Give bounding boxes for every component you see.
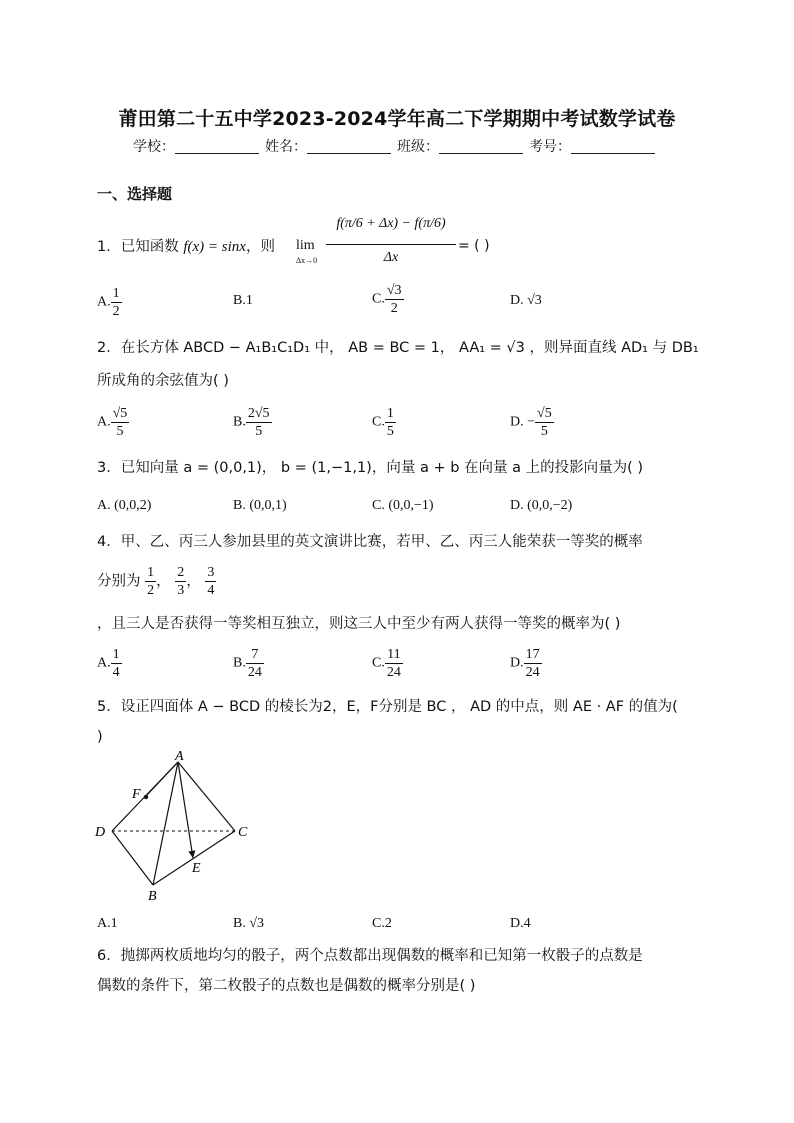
school-blank [175, 139, 259, 154]
q4-option-d-frac [524, 646, 542, 681]
label-d: D [95, 825, 106, 840]
label-c: C [238, 825, 248, 840]
frac-den: 5 [116, 424, 124, 439]
frac-den: 5 [255, 424, 263, 439]
q4-option-d[interactable] [510, 646, 542, 681]
q1-lim: lim [296, 238, 315, 253]
q4-option-a-label: A. [97, 655, 111, 671]
q1-function: f(x) = sinx [183, 239, 246, 255]
q4-option-d-label: D. [510, 655, 524, 671]
q1-option-a-frac [111, 285, 122, 320]
q1-option-d-label: D. [510, 293, 524, 308]
section-title: 一、选择题 [97, 185, 173, 203]
q4-option-b[interactable] [233, 646, 264, 681]
q5-number: 5． [97, 699, 121, 715]
frac-num: √3 [386, 283, 402, 298]
frac-num: 1 [147, 565, 155, 580]
vector-ae [178, 762, 193, 858]
q5-option-b[interactable] [233, 916, 264, 932]
q2-option-d[interactable] [510, 405, 554, 440]
q3-option-d[interactable]: D. (0,0,−2) [510, 498, 573, 513]
q4-option-c-label: C. [372, 655, 385, 671]
q2-option-a-frac [111, 405, 130, 440]
q1-text: 已知函数 [120, 239, 179, 255]
q1-option-d-value: √3 [527, 293, 542, 308]
question-5-line2: ) [97, 729, 103, 745]
q4-option-b-frac [246, 646, 264, 681]
frac-den: 3 [177, 583, 185, 598]
q4-option-c-frac [385, 646, 403, 681]
q2-number: 2． [97, 340, 121, 356]
frac-num: 17 [525, 647, 540, 662]
q1-option-d[interactable] [510, 293, 542, 309]
q1-lim-sub: Δx→0 [296, 256, 318, 265]
class-label: 班级： [397, 139, 439, 155]
q3-text: 已知向量 a = (0,0,1)， b = (1,−1,1)，向量 a + b 在向量 a 上的投影向量为( ) [120, 460, 644, 476]
frac-num: 3 [207, 565, 215, 580]
name-blank [307, 139, 391, 154]
question-6-line1 [97, 946, 643, 966]
frac-num: √5 [112, 406, 128, 421]
q2-option-a-label: A. [97, 414, 111, 430]
q3-number: 3． [97, 460, 121, 476]
question-1 [97, 237, 275, 257]
edge-db [112, 831, 153, 885]
frac-num: 7 [246, 646, 264, 664]
q1-option-b[interactable]: B.1 [233, 293, 253, 308]
q4-option-a-frac [111, 646, 122, 681]
question-5-line1 [97, 697, 678, 717]
q4-option-a[interactable] [97, 646, 122, 681]
edge-cb [153, 831, 235, 885]
q2-option-c-label: C. [372, 414, 385, 430]
label-e: E [192, 861, 201, 876]
q4-option-c[interactable] [372, 646, 403, 681]
frac-den: 4 [112, 665, 120, 680]
q1-option-a[interactable] [97, 285, 122, 320]
frac-num: 11 [385, 646, 403, 664]
q5-option-d[interactable]: D.4 [510, 916, 531, 931]
frac-den: 24 [247, 665, 262, 680]
q4-frac-2 [175, 564, 186, 599]
q4-number: 4． [97, 534, 121, 550]
frac-den: 24 [386, 665, 401, 680]
frac-num: 2 [177, 565, 185, 580]
school-label: 学校： [133, 139, 175, 155]
q2-option-a[interactable] [97, 405, 129, 440]
q2-text: 在长方体 ABCD − A₁B₁C₁D₁ 中， AB = BC = 1， AA₁ = √3 ，则异面直线 AD₁ 与 DB₁ [120, 340, 699, 356]
frac-num: 1 [386, 406, 394, 421]
question-4-line3: ，且三人是否获得一等奖相互独立，则这三人中至少有两人获得一等奖的概率为( ) [97, 616, 621, 632]
edge-ab [153, 762, 178, 885]
q1-number: 1． [97, 239, 121, 255]
frac-num: 1 [112, 286, 120, 301]
label-a: A [175, 750, 184, 764]
q4-option-b-label: B. [233, 655, 246, 671]
q2-option-c[interactable] [372, 405, 396, 440]
q2-option-d-frac [535, 405, 554, 440]
q4-frac-3 [205, 564, 216, 599]
id-blank [571, 139, 655, 154]
q1-fraction-bar [326, 244, 456, 245]
q1-option-c[interactable] [372, 282, 404, 317]
frac-den: 2 [147, 583, 155, 598]
q1-option-a-label: A. [97, 294, 111, 310]
frac-num: 2√5 [247, 406, 270, 421]
question-2-line2: 所成角的余弦值为( ) [97, 373, 229, 389]
q5-option-c[interactable]: C.2 [372, 916, 392, 931]
q2-option-b-label: B. [233, 414, 246, 430]
frac-num: √5 [537, 406, 552, 421]
question-3 [97, 458, 643, 478]
name-label: 姓名： [265, 139, 307, 155]
q1-tail: = ( ) [458, 238, 490, 254]
frac-den: 4 [207, 583, 215, 598]
q5-option-b-value: √3 [249, 916, 265, 931]
q4-prefix: 分别为 [97, 573, 141, 590]
q5-text: 设正四面体 A − BCD 的棱长为2，E，F分别是 BC ， AD 的中点，则 AE · AF 的值为( [120, 699, 678, 715]
q1-text-b: ，则 [245, 239, 275, 255]
q3-option-c[interactable]: C. (0,0,−1) [372, 498, 434, 513]
id-label: 考号： [529, 139, 571, 155]
question-6-line2: 偶数的条件下，第二枚骰子的点数也是偶数的概率分别是( ) [97, 978, 476, 994]
q2-option-d-label: D. − [510, 414, 536, 430]
class-blank [439, 139, 523, 154]
student-info-line [0, 136, 794, 156]
q3-option-b[interactable]: B. (0,0,1) [233, 498, 287, 513]
q4-frac-1 [145, 564, 156, 599]
q1-option-c-frac [385, 282, 404, 317]
q5-option-a[interactable]: A.1 [97, 916, 118, 931]
q6-text: 抛掷两枚质地均匀的骰子，两个点数都出现偶数的概率和已知第一枚骰子的点数是 [120, 948, 643, 964]
q2-option-c-frac [385, 405, 396, 440]
point-f [144, 795, 148, 799]
q4-text: 甲、乙、丙三人参加县里的英文演讲比赛，若甲、乙、丙三人能荣获一等奖的概率 [120, 534, 643, 550]
label-f: F [132, 787, 141, 802]
vector-af [147, 762, 178, 795]
edge-ac [178, 762, 235, 831]
tetrahedron-figure [90, 750, 260, 910]
frac-den: 24 [525, 665, 540, 680]
frac-den: 5 [386, 424, 394, 439]
question-2-line1 [97, 338, 699, 358]
q5-option-b-label: B. [233, 916, 246, 931]
frac-den: 2 [390, 301, 398, 316]
frac-num: 1 [112, 647, 120, 662]
question-4-line2: 分别为 $\frac{1}{2}$ ， $\frac{2}{3}$ ， $\frac{3}{4}$ [97, 565, 215, 598]
q1-denominator: Δx [383, 250, 399, 265]
frac-den: 2 [112, 304, 120, 319]
exam-title: 莆田第二十五中学2023-2024学年高二下学期期中考试数学试卷 [118, 108, 676, 130]
q6-number: 6． [97, 948, 121, 964]
q2-option-b[interactable] [233, 405, 272, 440]
label-b: B [148, 889, 157, 904]
q2-option-b-frac [246, 405, 272, 440]
q3-option-a[interactable]: A. (0,0,2) [97, 498, 152, 513]
q1-option-c-label: C. [372, 291, 385, 307]
question-4-line1 [97, 532, 643, 552]
frac-den: 5 [540, 424, 548, 439]
q1-numerator: f(π/6 + Δx) − f(π/6) [336, 216, 446, 231]
